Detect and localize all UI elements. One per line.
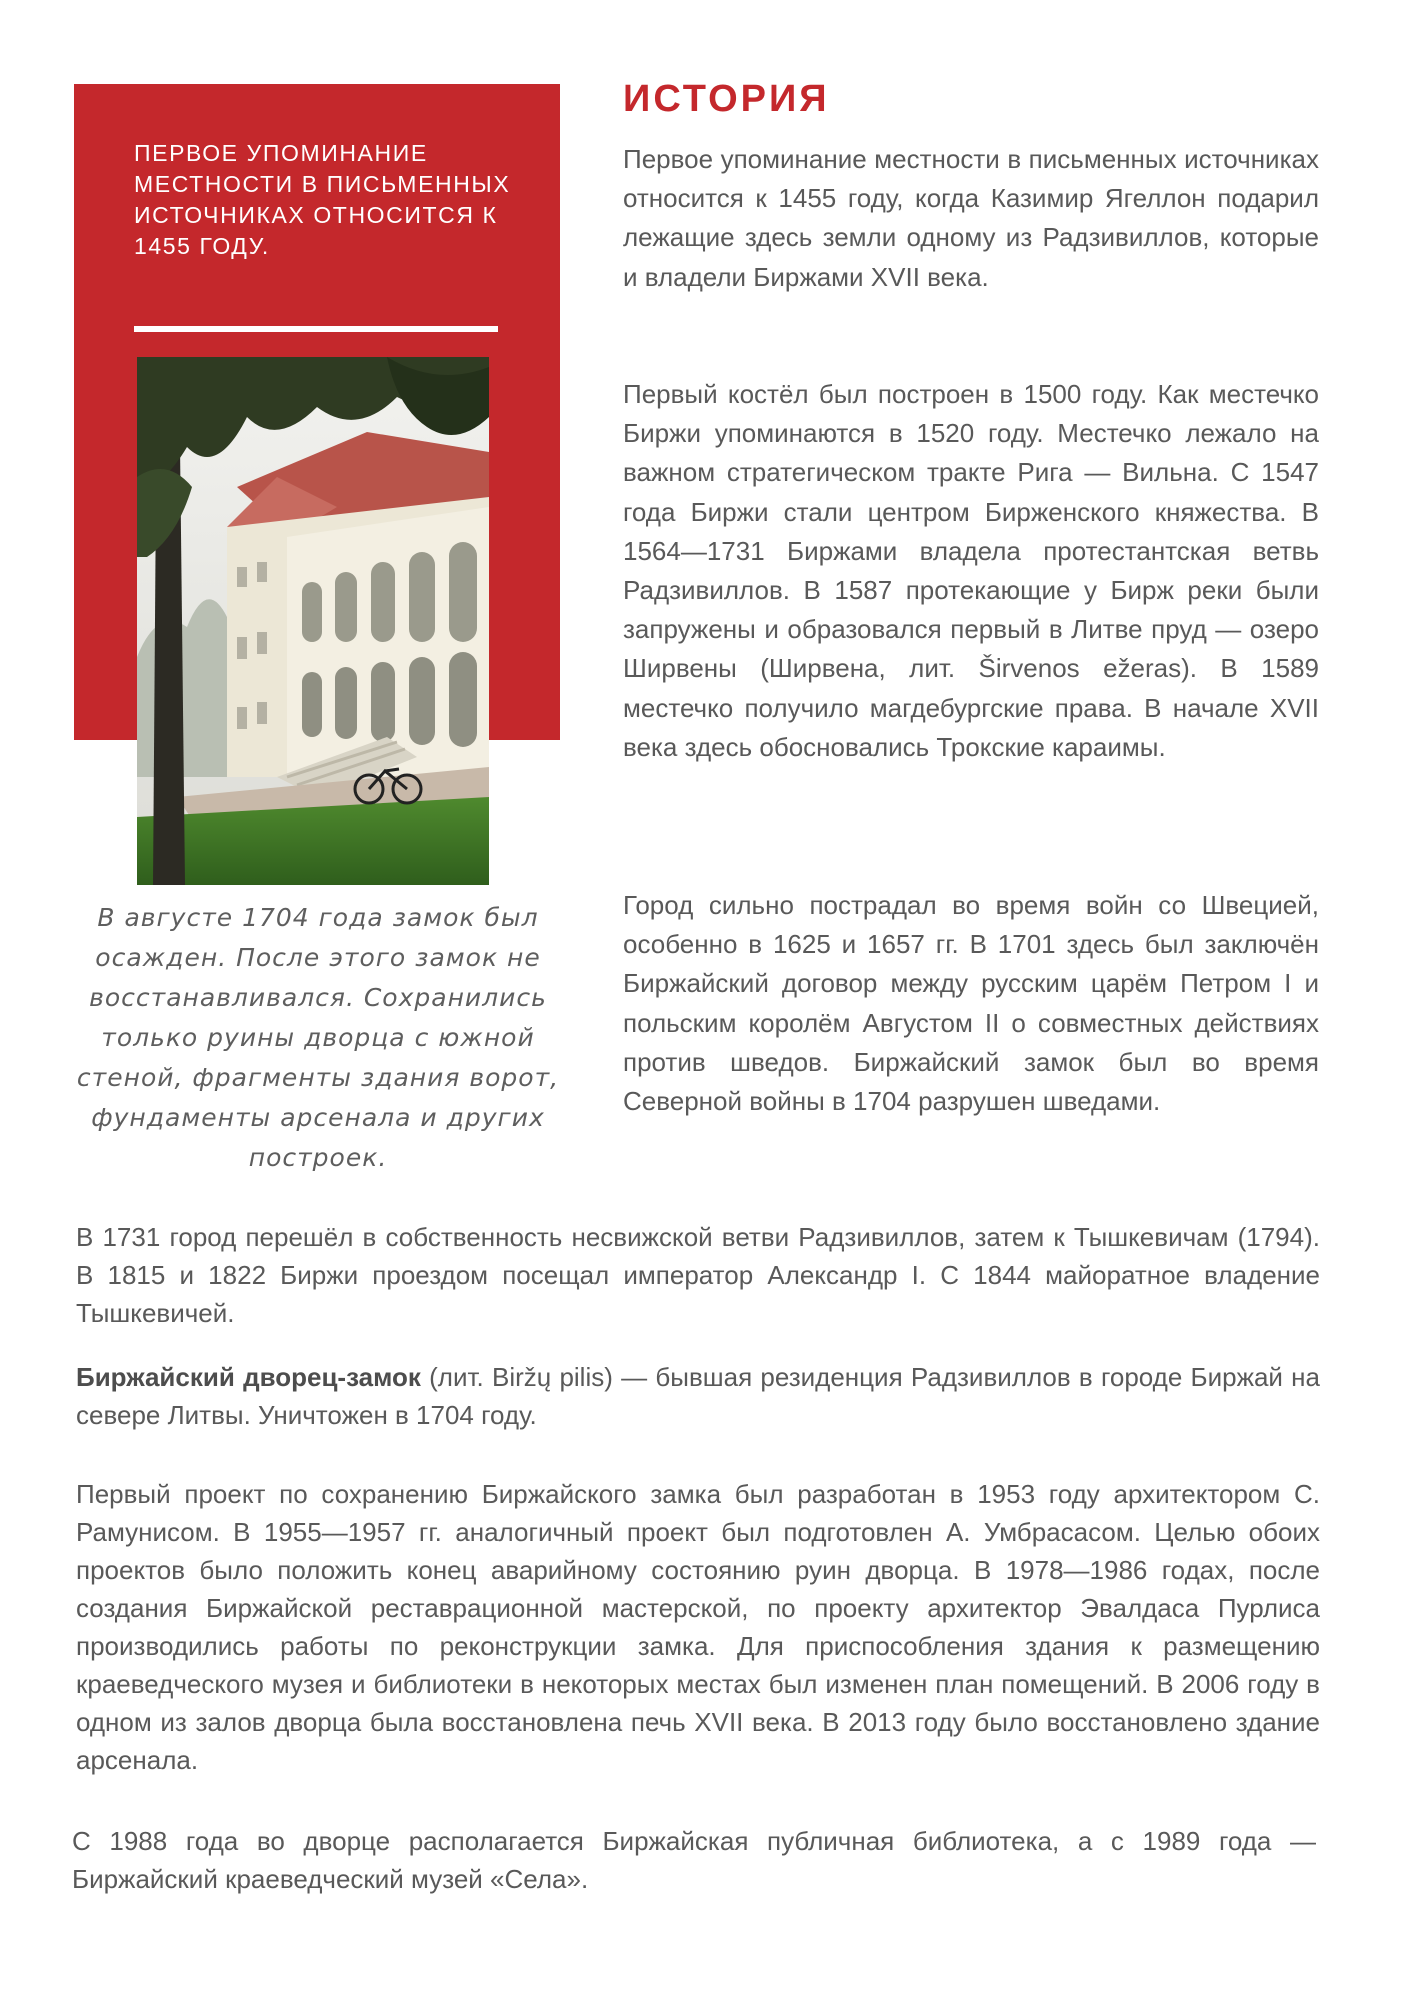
history-paragraph-1: Первое упоминание местности в письменных источниках относится к 1455 году, когда Казимир Ягеллон подарил лежащие здесь земли одному из Радзивиллов, которые и владели Биржами XVII века. xyxy=(623,144,1319,292)
photo-caption: В августе 1704 года замок был осажден. После этого замок не восстанавливался. Сохранились только руины дворца с южной стеной, фрагменты здания ворот, фундаменты арсенала и других построек. xyxy=(76,903,560,1172)
history-paragraph-3: Город сильно пострадал во время войн со Швецией, особенно в 1625 и 1657 гг. В 1701 здесь был заключён Биржайский договор между русским царём Петром I и польским королём Августом II о совместных действиях против шведов. Биржайский замок был во время Северной войны в 1704 разрушен шведами. xyxy=(623,890,1319,1117)
pull-quote: ПЕРВОЕ УПОМИНАНИЕ МЕСТНОСТИ В ПИСЬМЕННЫХ ИСТОЧНИКАХ ОТНОСИТСЯ К 1455 ГОДУ. xyxy=(134,140,511,259)
quote-divider xyxy=(134,326,498,332)
body-paragraph-7: С 1988 года во дворце располагается Биржайская публичная библиотека, а с 1989 года — Биржайский краеведческий музей «Села». xyxy=(72,1826,1316,1894)
body-paragraph-4: В 1731 город перешёл в собственность несвижской ветви Радзивиллов, затем к Тышкевичам (1794). В 1815 и 1822 Биржи проездом посещал император Александр I. С 1844 майоратное владение Тышкевичей. xyxy=(76,1222,1320,1328)
body-paragraph-5 xyxy=(76,1358,1320,1434)
body-paragraph-6: Первый проект по сохранению Биржайского замка был разработан в 1953 году архитектором С. Рамунисом. В 1955—1957 гг. аналогичный проект был подготовлен А. Умбрасасом. Целью обоих проектов было положить конец аварийному состоянию руин дворца. В 1978—1986 годах, после создания Биржайской реставрационной мастерской, по проекту архитектор Эвалдаса Пурлиса производились работы по реконструкции замка. Для приспособления здания к размещению краеведческого музея и библиотеки в некоторых местах был изменен план помещений. В 2006 году в одном из залов дворца была восстановлена печь XVII века. В 2013 году было восстановлено здание арсенала. xyxy=(76,1479,1320,1775)
history-paragraph-2: Первый костёл был построен в 1500 году. Как местечко Биржи упоминаются в 1520 году. Местечко лежало на важном стратегическом тракте Рига — Вильна. С 1547 года Биржи стали центром Бирженского княжества. В 1564—1731 Биржами владела протестантская ветвь Радзивиллов. В 1587 протекающие у Бирж реки были запружены и образовался первый в Литве пруд — озеро Ширвены (Ширвена, лит. Širvenos ežeras). В 1589 местечко получило магдебургские права. В начале XVII века здесь обосновались Трокские караимы. xyxy=(623,379,1319,762)
palace-photo-icon xyxy=(137,357,489,885)
castle-name-bold: Биржайский дворец-замок xyxy=(76,1362,421,1392)
castle-description: (лит. Biržų pilis) — бывшая резиденция Радзивиллов в городе Биржай на севере Литвы. Уничтожен в 1704 году. xyxy=(76,1362,1321,1430)
section-title: ИСТОРИЯ xyxy=(623,78,830,120)
